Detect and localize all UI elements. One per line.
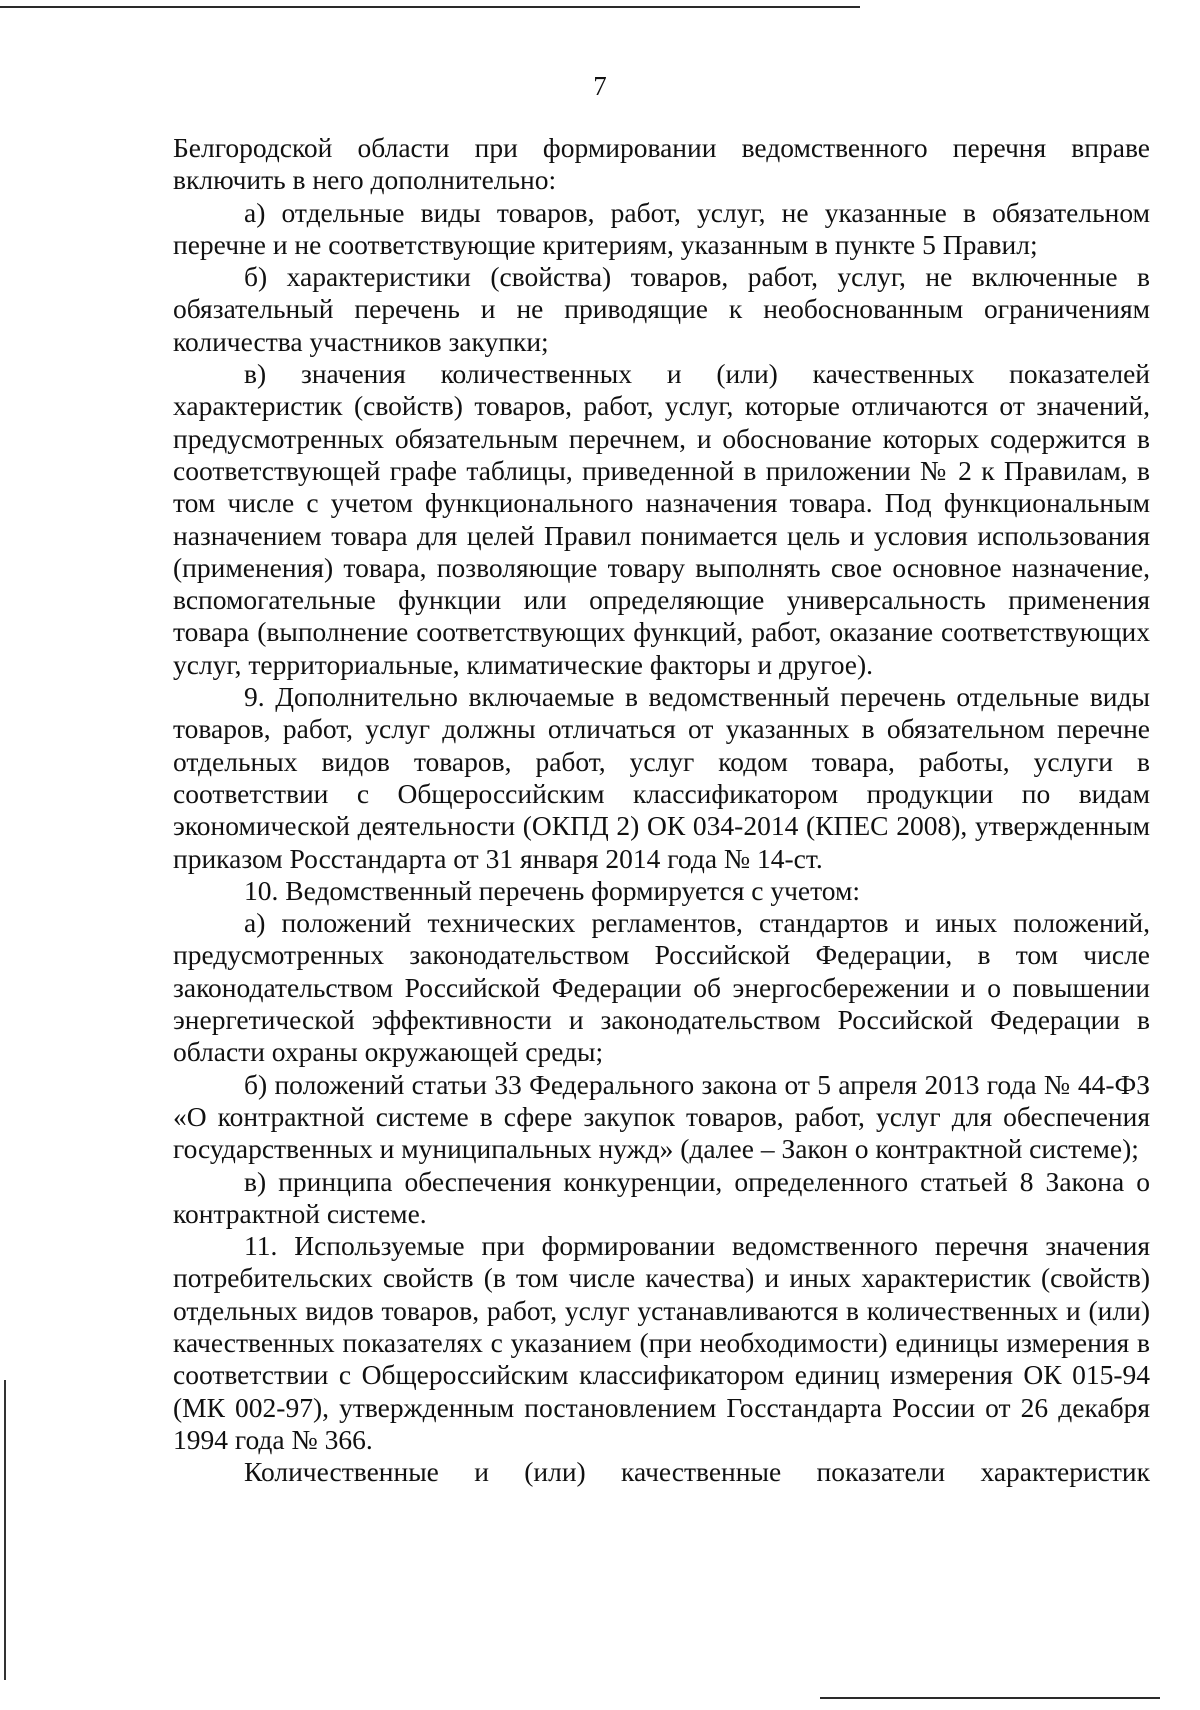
paragraph-item-v-values: в) значения количественных и (или) качественных показателей характеристик (свойств) товаров, работ, услуг, которые отличаются от значений, предусмотренных обязательным перечнем, и обоснование которых содержится в соответствующей графе таблицы, приведенной в приложении № 2 к Правилам, в том числе с учетом функционального назначения товара. Под функциональным назначением товара для целей Правил понимается цель и условия использования (применения) товара, позволяющие товару выполнять свое основное назначение, вспомогательные функции или определяющие универсальность применения товара (выполнение соответствующих функций, работ, оказание соответствующих услуг, территориальные, климатические факторы и другое). [173,358,1150,680]
paragraph-item-b-characteristics: б) характеристики (свойства) товаров, работ, услуг, не включенные в обязательный перечень и не приводящие к необоснованным ограничениям количества участников закупки; [173,261,1150,357]
paragraph-clause-10-b: б) положений статьи 33 Федерального закона от 5 апреля 2013 года № 44-ФЗ «О контрактной системе в сфере закупок товаров, работ, услуг для обеспечения государственных и муниципальных нужд» (далее – Закон о контрактной системе); [173,1068,1150,1165]
paragraph-item-a-types: а) отдельные виды товаров, работ, услуг, не указанные в обязательном перечне и не соответствующие критериям, указанным в пункте 5 Правил; [173,196,1150,260]
scan-border-bottom [820,1697,1160,1699]
paragraph-intro-continuation: Белгородской области при формировании ведомственного перечня вправе включить в него дополнительно: [173,132,1150,196]
paragraph-clause-10: 10. Ведомственный перечень формируется с учетом: [244,874,861,906]
paragraph-clause-11: 11. Используемые при формировании ведомственного перечня значения потребительских свойств (в том числе качества) и иных характеристик (свойств) отдельных видов товаров, работ, услуг устанавливаются в количественных и (или) качественных показателях с указанием (при необходимости) единицы измерения в соответствии с Общероссийским классификатором единиц измерения ОК 015-94 (МК 002-97), утвержденным постановлением Госстандарта России от 26 декабря 1994 года № 366. [173,1230,1150,1455]
paragraph-clause-9: 9. Дополнительно включаемые в ведомственный перечень отдельные виды товаров, работ, услуг должны отличаться от указанных в обязательном перечне отдельных видов товаров, работ, услуг кодом товара, работы, услуги в соответствии с Общероссийским классификатором продукции по видам экономической деятельности (ОКПД 2) ОК 034-2014 (КПЕС 2008), утвержденным приказом Росстандарта от 31 января 2014 года № 14-ст. [173,681,1150,874]
paragraph-clause-10-a: а) положений технических регламентов, стандартов и иных положений, предусмотренных законодательством Российской Федерации, в том числе законодательством Российской Федерации об энергосбережении и о повышении энергетической эффективности и законодательством Российской Федерации в области охраны окружающей среды; [173,907,1150,1068]
scan-border-top [0,6,860,8]
paragraph-indicators-continued: Количественные и (или) качественные показатели характеристик [244,1456,1150,1488]
scan-edge-left [4,1380,6,1680]
document-body [173,132,1150,1488]
paragraph-clause-10-v: в) принципа обеспечения конкуренции, определенного статьей 8 Закона о контрактной системе. [173,1165,1150,1229]
page-number: 7 [593,71,607,101]
